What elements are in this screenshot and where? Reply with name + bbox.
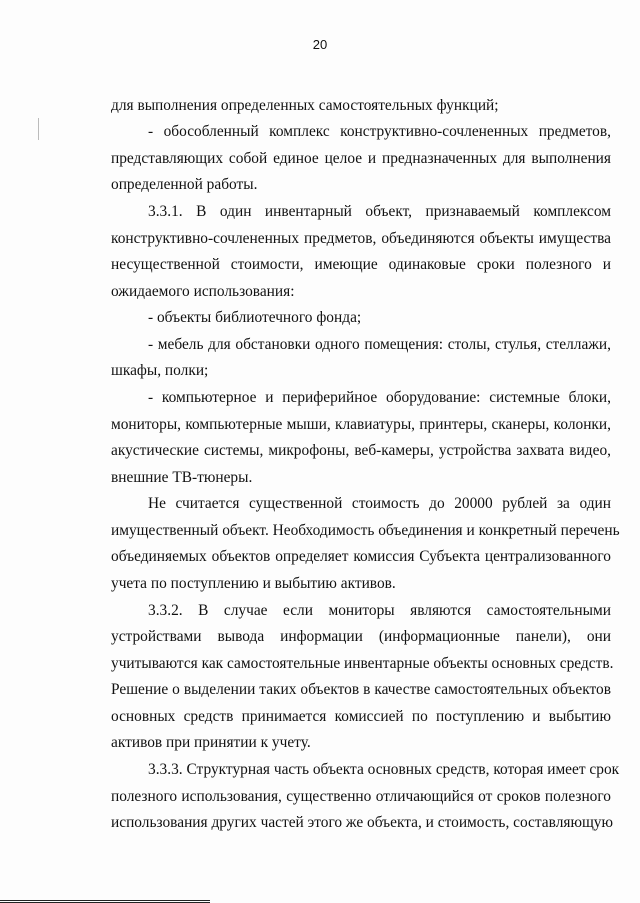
text-line: Не считается существенной стоимость до 20000 рублей за один <box>148 495 611 512</box>
text-line: имущественный объект. Необходимость объединения и конкретный перечень <box>111 522 620 539</box>
page-number: 20 <box>312 37 328 52</box>
text-line: несущественной стоимости, имеющие одинаковые сроки полезного и <box>111 256 611 273</box>
text-line: для выполнения определенных самостоятельных функций; <box>111 97 499 114</box>
text-line: использования других частей этого же объекта, и стоимость, составляющую <box>111 814 613 831</box>
text-line: полезного использования, существенно отличающийся от сроков полезного <box>111 788 611 805</box>
text-line: - объекты библиотечного фонда; <box>148 309 362 326</box>
text-line: учета по поступлению и выбытию активов. <box>111 575 396 592</box>
text-line: ожидаемого использования: <box>111 283 295 300</box>
text-line: - мебель для обстановки одного помещения: столы, стулья, стеллажи, <box>148 336 611 353</box>
text-line: представляющих собой единое целое и предназначенных для выполнения <box>111 150 611 167</box>
text-line: объединяемых объектов определяет комиссия Субъекта централизованного <box>111 548 611 565</box>
text-line: мониторы, компьютерные мыши, клавиатуры, принтеры, сканеры, колонки, <box>111 416 611 433</box>
text-line: акустические системы, микрофоны, веб-камеры, устройства захвата видео, <box>111 442 611 459</box>
text-line: 3.3.3. Структурная часть объекта основных средств, которая имеет срок <box>148 761 620 778</box>
text-line: 3.3.1. В один инвентарный объект, признаваемый комплексом <box>148 203 611 220</box>
text-line: определенной работы. <box>111 176 258 193</box>
text-line: 3.3.2. В случае если мониторы являются самостоятельными <box>148 602 611 619</box>
text-line: - обособленный комплекс конструктивно-сочлененных предметов, <box>148 123 611 140</box>
text-line: активов при принятии к учету. <box>111 734 311 751</box>
text-line: Решение о выделении таких объектов в качестве самостоятельных объектов <box>111 681 611 698</box>
text-line: - компьютерное и периферийное оборудование: системные блоки, <box>148 389 611 406</box>
text-line: устройствами вывода информации (информационные панели), они <box>111 628 611 645</box>
margin-tick <box>38 118 39 140</box>
text-line: основных средств принимается комиссией по поступлению и выбытию <box>111 708 611 725</box>
text-line: учитываются как самостоятельные инвентарные объекты основных средств. <box>111 655 614 672</box>
text-line: внешние ТВ-тюнеры. <box>111 469 253 486</box>
text-line: конструктивно-сочлененных предметов, объединяются объекты имущества <box>111 230 611 247</box>
text-line: шкафы, полки; <box>111 362 209 379</box>
